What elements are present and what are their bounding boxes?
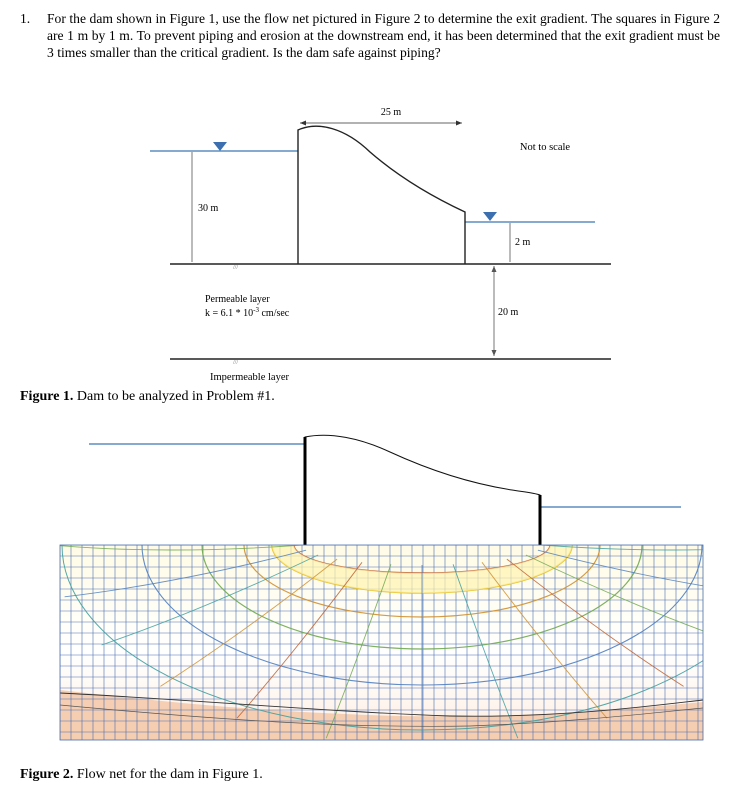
problem-number: 1. <box>20 11 31 26</box>
not-to-scale-note: Not to scale <box>519 142 571 153</box>
figure-1-caption <box>20 389 275 405</box>
dim-top-label: 25 m <box>380 107 402 118</box>
figure-2-caption-label: Figure 2. <box>20 767 74 782</box>
impermeable-layer-label: Impermeable layer <box>210 372 289 383</box>
arrow-head <box>300 121 306 126</box>
dim-downstream-label: 2 m <box>515 237 531 248</box>
impermeable-hatch: /// <box>233 360 239 366</box>
permeable-layer-label: Permeable layer <box>205 294 270 305</box>
figure-2-caption <box>20 767 263 783</box>
figure-1-caption-text: Dam to be analyzed in Problem #1. <box>76 389 275 404</box>
problem-text: For the dam shown in Figure 1, use the flow net pictured in Figure 2 to determine the exit gradient. The squares in Figure 2 are 1 m by 1 m. To prevent piping and erosion at the downstream end, it has been determined that the exit gradient must be 3 times smaller than the critical gradient. Is the dam safe against piping? <box>47 11 720 60</box>
arrow-head <box>456 121 462 126</box>
figure-2-flow-net <box>0 425 733 755</box>
downstream-water-level-marker <box>483 212 497 221</box>
upstream-water-level-marker <box>213 142 227 151</box>
ground-hatch: /// <box>233 265 239 271</box>
figure-2-caption-text: Flow net for the dam in Figure 1. <box>76 767 263 782</box>
arrow-head <box>492 350 497 356</box>
figure-1-diagram <box>0 95 733 395</box>
dam-body <box>298 126 465 264</box>
dam-body <box>305 435 540 545</box>
dim-upstream-label: 30 m <box>198 203 219 214</box>
dim-layer-label: 20 m <box>498 307 519 318</box>
permeability-value: $k = 6.1 * 10^{-3}$ cm/sec <box>205 306 290 319</box>
figure-1-caption-label: Figure 1. <box>20 389 74 404</box>
arrow-head <box>492 266 497 272</box>
